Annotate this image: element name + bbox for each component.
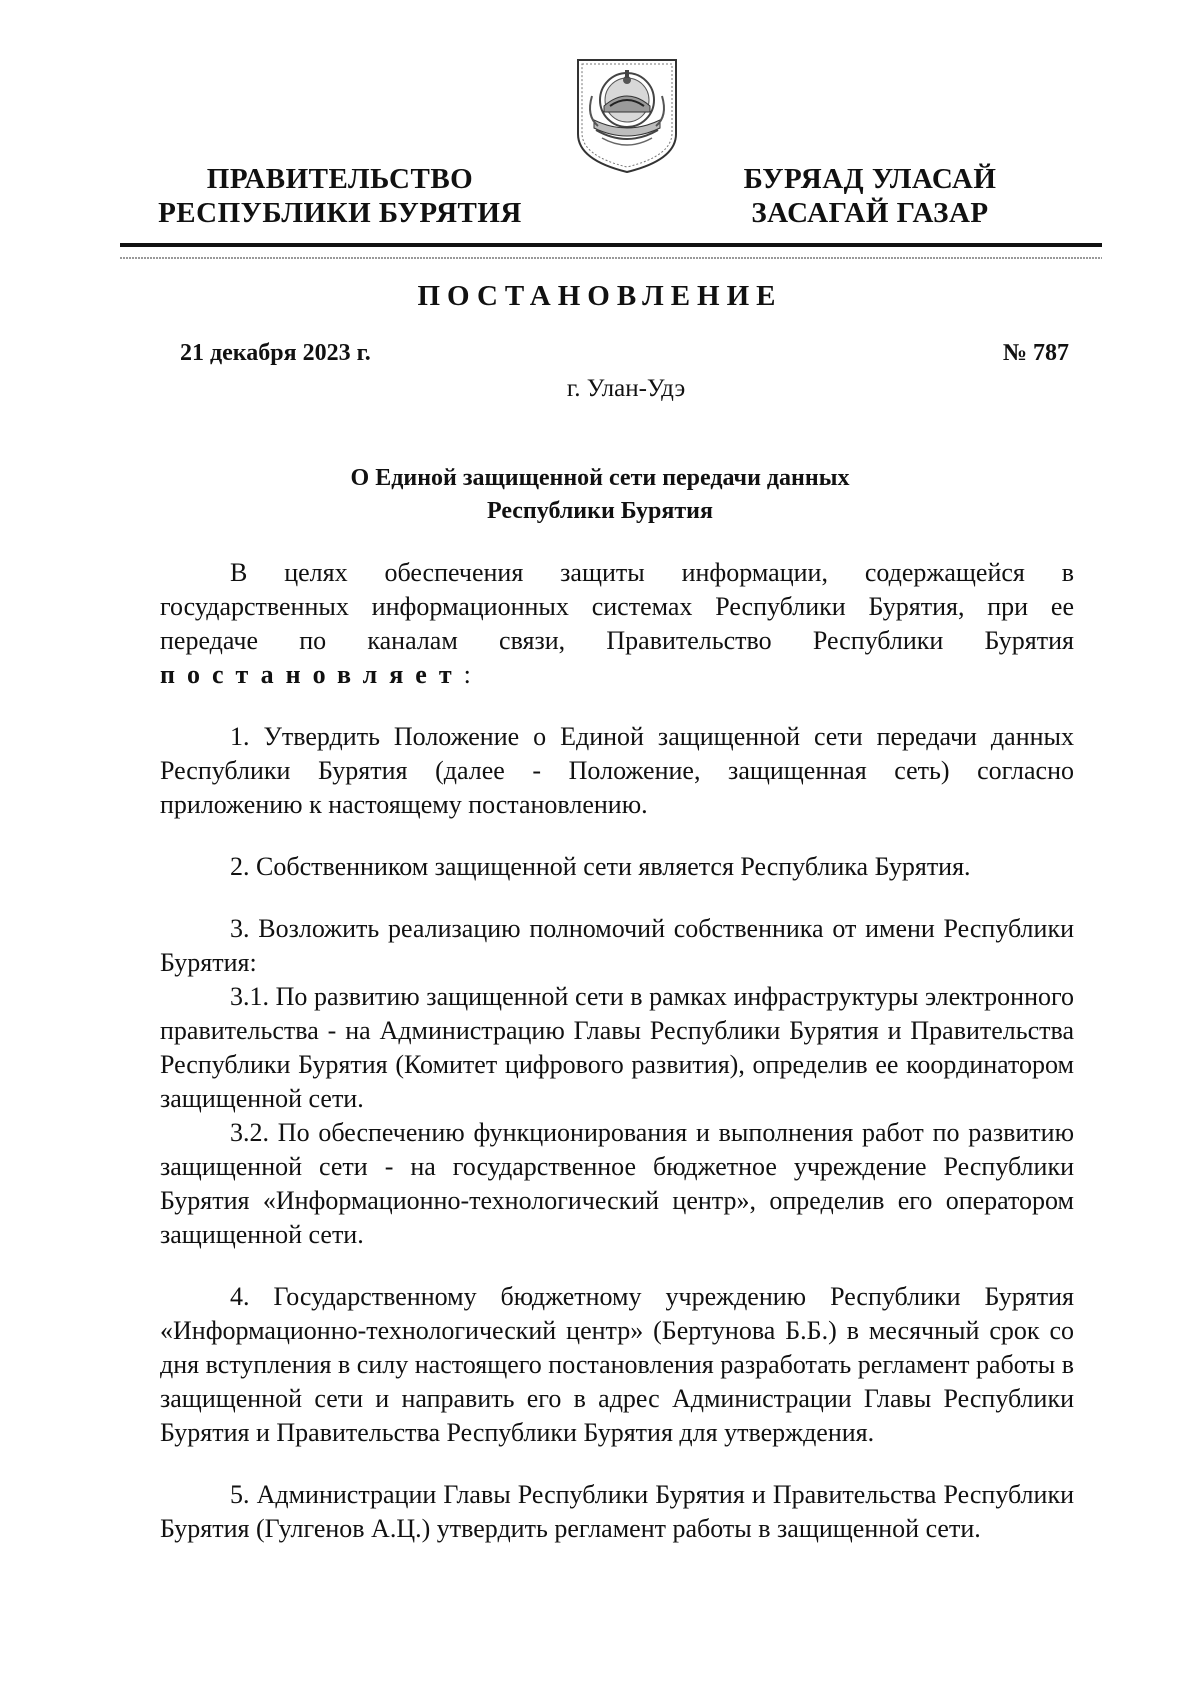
document-date: 21 декабря 2023 г. xyxy=(180,340,371,366)
paragraph-3-2: 3.2. По обеспечению функционирования и выполнения работ по развитию защищенной сети - на государственное бюджетное учреждение Республики Бурятия «Информационно-технологический центр», определив его оператором защищенной сети. xyxy=(160,1118,1074,1249)
paragraph-2: 2. Собственником защищенной сети является Республика Бурятия. xyxy=(230,852,971,881)
org-name-line: ЗАСАГАЙ ГАЗАР xyxy=(751,197,989,229)
paragraph-5: 5. Администрации Главы Республики Бурятия и Правительства Республики Бурятия (Гулгенов А.Ц.) утвердить регламент работы в защищенной сети. xyxy=(160,1480,1074,1543)
paragraph-3-1: 3.1. По развитию защищенной сети в рамках инфраструктуры электронного правительства - на Администрацию Главы Республики Бурятия и Правительства Республики Бурятия (Комитет цифрового развития), определив ее координатором защищенной сети. xyxy=(160,982,1074,1113)
header-divider xyxy=(120,243,1102,247)
buryatia-coat-of-arms-icon xyxy=(574,56,680,174)
preamble-paragraph xyxy=(160,556,1074,692)
document-title-line: О Единой защищенной сети передачи данных xyxy=(350,465,850,491)
org-name-line: БУРЯАД УЛАСАЙ xyxy=(743,163,997,195)
org-name-line: РЕСПУБЛИКИ БУРЯТИЯ xyxy=(158,197,522,229)
document-number: № 787 xyxy=(1002,340,1069,366)
paragraph-3: 3. Возложить реализацию полномочий собственника от имени Республики Бурятия: xyxy=(160,914,1074,977)
paragraph-4: 4. Государственному бюджетному учреждению Республики Бурятия «Информационно-технологический центр» (Бертунова Б.Б.) в месячный срок со дня вступления в силу настоящего постановления разработать регламент работы в защищенной сети и направить его в адрес Администрации Главы Республики Бурятия и Правительства Республики Бурятия для утверждения. xyxy=(160,1282,1074,1447)
document-body xyxy=(160,556,1074,1546)
document-title-line: Республики Бурятия xyxy=(486,498,713,524)
document-type: ПОСТАНОВЛЕНИЕ xyxy=(417,280,783,312)
preamble-text: В целях обеспечения защиты информации, содержащейся в государственных информационных системах Республики Бурятия, при ее передаче по каналам связи, Правительство Республики Бурятия xyxy=(160,558,1074,655)
document-title xyxy=(0,462,1200,528)
preamble-end: : xyxy=(463,660,471,689)
preamble-action: постановляет xyxy=(160,660,464,689)
org-name-buryat xyxy=(720,162,1020,230)
paragraph-1: 1. Утвердить Положение о Единой защищенной сети передачи данных Республики Бурятия (далее - Положение, защищенная сеть) согласно приложению к настоящему постановлению. xyxy=(160,722,1074,819)
org-name-line: ПРАВИТЕЛЬСТВО xyxy=(206,163,474,195)
header-divider-thin xyxy=(120,257,1102,259)
org-name-russian xyxy=(150,162,530,230)
document-city: г. Улан-Удэ xyxy=(566,375,686,402)
